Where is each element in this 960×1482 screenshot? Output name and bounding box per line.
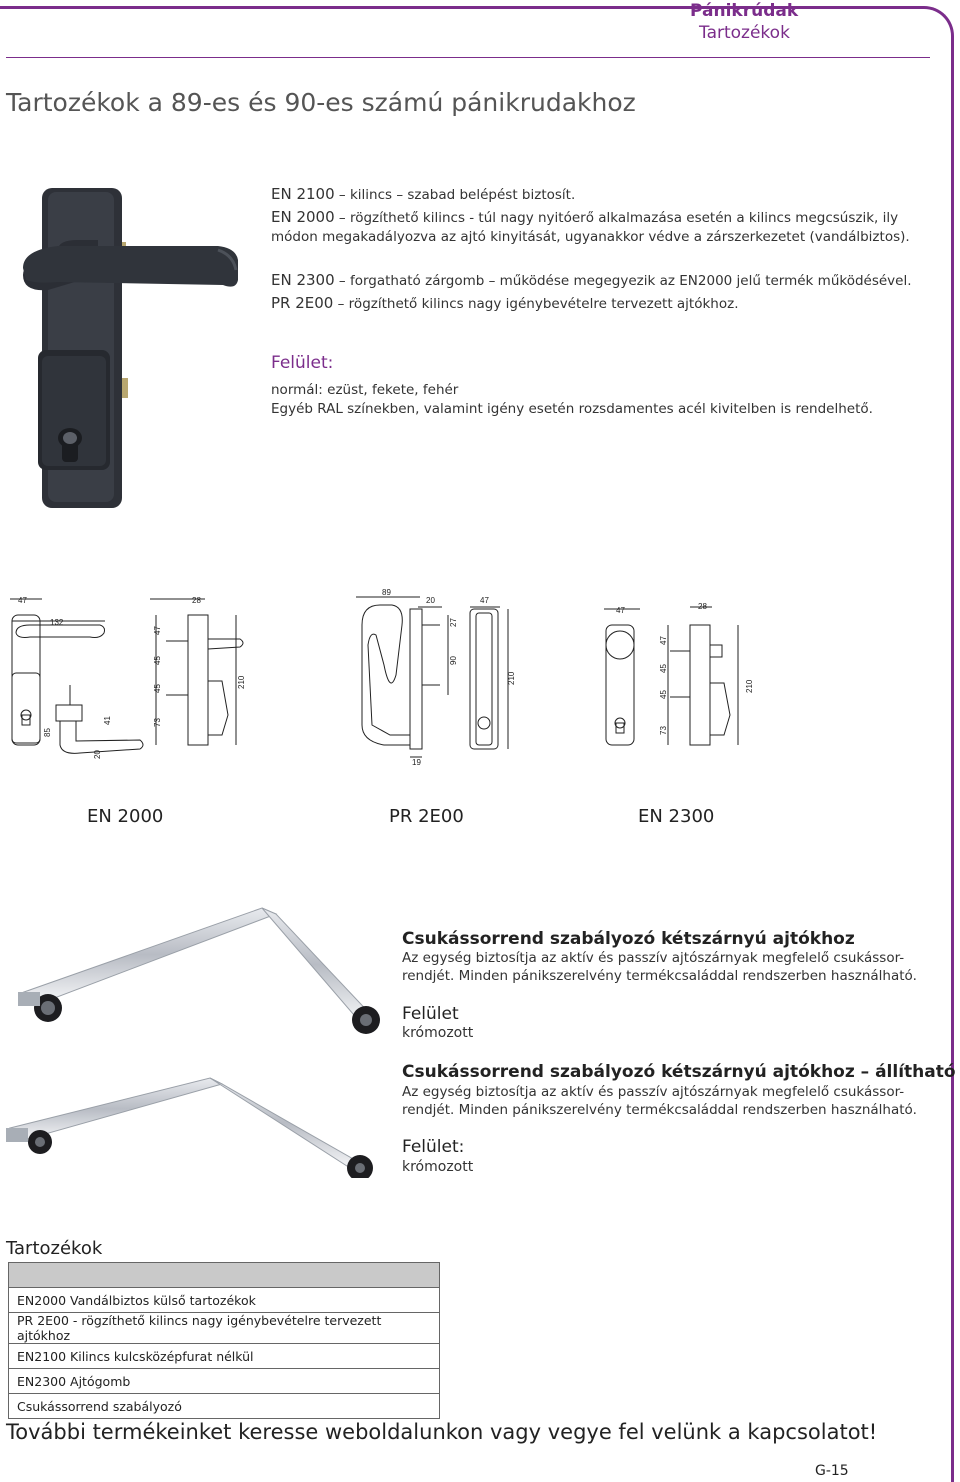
closer2-surface-heading: Felület: xyxy=(402,1137,465,1157)
table-row xyxy=(9,1394,440,1419)
desc-text: – rögzíthető kilincs nagy igénybevételre tervezett ajtókhoz. xyxy=(333,296,739,312)
dim-label: 45 xyxy=(659,690,668,699)
desc-pr2e00 xyxy=(271,294,931,314)
dim-label: 41 xyxy=(103,716,112,725)
surface-heading: Felület: xyxy=(271,353,334,373)
desc-en2300 xyxy=(271,271,931,291)
table-row xyxy=(9,1344,440,1369)
dim-label: 89 xyxy=(382,588,391,597)
closer2-surface-value: krómozott xyxy=(402,1159,474,1175)
drawing-pr2e00 xyxy=(356,597,508,757)
dim-label: 47 xyxy=(659,636,668,645)
dim-label: 210 xyxy=(745,679,754,693)
dim-label: 132 xyxy=(50,618,64,627)
closer1-surface-value: krómozott xyxy=(402,1025,474,1041)
desc-code: EN 2100 xyxy=(271,185,335,203)
dim-label: 47 xyxy=(616,606,625,615)
page-header xyxy=(690,0,890,43)
product-label-pr2e00: PR 2E00 xyxy=(389,806,464,827)
desc-code: EN 2300 xyxy=(271,271,335,289)
closer2-title: Csukássorrend szabályozó kétszárnyú ajtókhoz – állítható xyxy=(402,1062,956,1082)
desc-en2000 xyxy=(271,208,911,247)
header-subcategory: Tartozékok xyxy=(699,23,790,43)
table-row xyxy=(9,1313,440,1344)
dim-label: 47 xyxy=(480,596,489,605)
drawing-en2300 xyxy=(604,607,738,745)
dim-label: 20 xyxy=(93,750,102,759)
page-number: G-15 xyxy=(815,1463,849,1479)
table-header-cell xyxy=(9,1263,440,1288)
desc-text: – forgatható zárgomb – működése megegyezik az EN2000 jelű termék működésével. xyxy=(334,273,912,289)
page-title: Tartozékok a 89-es és 90-es számú pánikrudakhoz xyxy=(6,88,636,117)
surface-line1: normál: ezüst, fekete, fehér xyxy=(271,382,459,398)
table-cell: Csukássorrend szabályozó xyxy=(9,1394,440,1419)
dim-label: 210 xyxy=(237,675,246,689)
desc-code: EN 2000 xyxy=(271,208,335,226)
surface-line2: Egyéb RAL színekben, valamint igény esetén rozsdamentes acél kivitelben is rendelhető. xyxy=(271,401,873,417)
accessories-table xyxy=(8,1262,440,1419)
dim-label: 19 xyxy=(412,758,421,767)
dim-label: 73 xyxy=(659,726,668,735)
handle-photo xyxy=(18,180,238,510)
table-row xyxy=(9,1369,440,1394)
closer2-text: Az egység biztosítja az aktív és passzív ajtószárnyak megfelelő csukássor-rendjét. Minden pánikszerelvény termékcsaláddal rendszerben használható. xyxy=(402,1084,917,1118)
dim-label: 47 xyxy=(153,626,162,635)
adjustable-closer-photo xyxy=(0,1068,390,1178)
desc-text: – rögzíthető kilincs - túl nagy nyitóerő alkalmazása esetén a kilincs megcsúszik, ily módon megakadályozva az ajtó kinyitását, ugyanakkor védve a zárszerkezetet (vandálbiztos). xyxy=(271,210,910,245)
desc-text: – kilincs – szabad belépést biztosít. xyxy=(334,187,576,203)
dim-label: 90 xyxy=(449,656,458,665)
header-category: Pánikrúdak xyxy=(690,1,799,21)
closer1-text: Az egység biztosítja az aktív és passzív ajtószárnyak megfelelő csukássor-rendjét. Minden pánikszerelvény termékcsaláddal rendszerben használható. xyxy=(402,950,917,984)
table-cell: EN2300 Ajtógomb xyxy=(9,1369,440,1394)
technical-drawings xyxy=(0,585,960,775)
table-header-row xyxy=(9,1263,440,1288)
dim-label: 45 xyxy=(659,664,668,673)
dim-label: 85 xyxy=(43,728,52,737)
table-cell: EN2000 Vandálbiztos külső tartozékok xyxy=(9,1288,440,1313)
desc-en2100 xyxy=(271,185,911,205)
dim-label: 45 xyxy=(153,656,162,665)
dim-label: 210 xyxy=(507,671,516,685)
dim-label: 47 xyxy=(18,596,27,605)
desc-code: PR 2E00 xyxy=(271,294,334,312)
dim-label: 27 xyxy=(449,618,458,627)
dim-label: 28 xyxy=(698,602,707,611)
accessories-title: Tartozékok xyxy=(6,1238,103,1259)
closer1-surface-heading: Felület xyxy=(402,1004,459,1024)
closer-photo xyxy=(4,900,384,1050)
table-row xyxy=(9,1288,440,1313)
footer-message: További termékeinket keresse weboldalunkon vagy vegye fel velünk a kapcsolatot! xyxy=(6,1420,878,1444)
table-cell: EN2100 Kilincs kulcsközépfurat nélkül xyxy=(9,1344,440,1369)
dim-label: 28 xyxy=(192,596,201,605)
dim-label: 20 xyxy=(426,596,435,605)
dim-label: 45 xyxy=(153,684,162,693)
product-label-en2300: EN 2300 xyxy=(638,806,715,827)
dim-label: 73 xyxy=(153,718,162,727)
header-divider xyxy=(6,57,930,58)
table-cell: PR 2E00 - rögzíthető kilincs nagy igénybevételre tervezett ajtókhoz xyxy=(9,1313,440,1344)
product-label-en2000: EN 2000 xyxy=(87,806,164,827)
closer1-title: Csukássorrend szabályozó kétszárnyú ajtókhoz xyxy=(402,929,855,949)
